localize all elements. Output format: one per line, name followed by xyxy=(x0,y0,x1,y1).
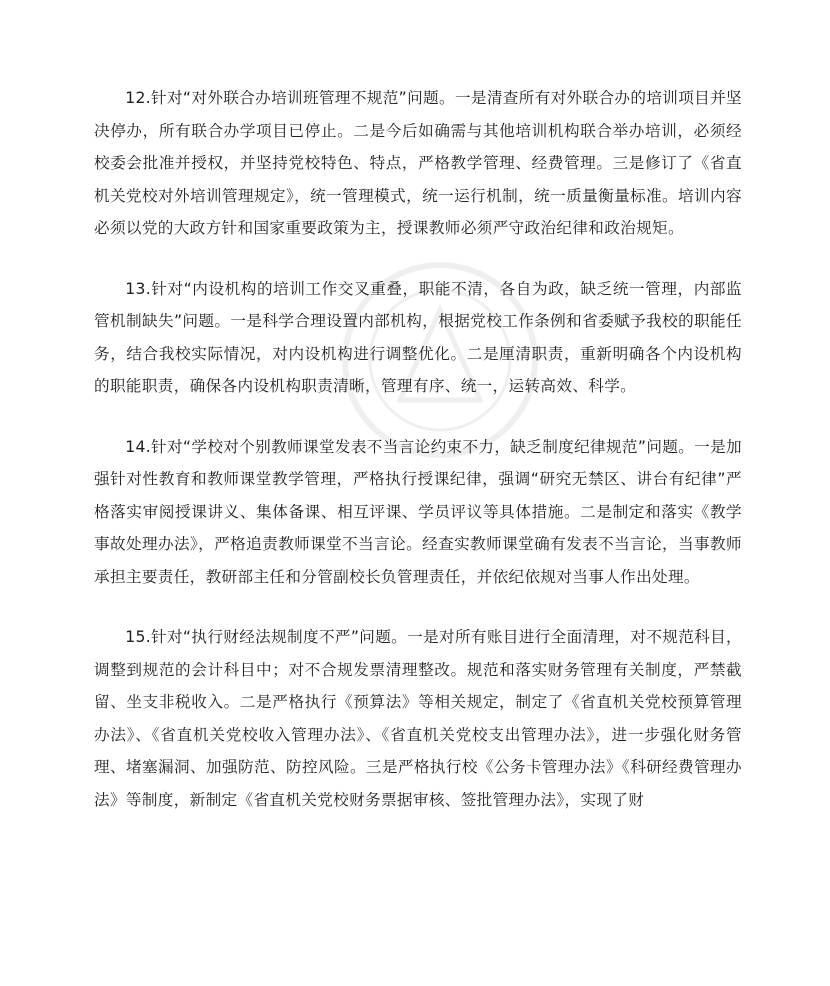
paragraph-14: 14.针对“学校对个别教师课堂发表不当言论约束不力，缺乏制度纪律规范”问题。一是加强针对性教育和教师课堂教学管理，严格执行授课纪律，强调“研究无禁区、讲台有纪律”严格落实审阅授课讲义、集体备课、相互评课、学员评议等具体措施。二是制定和落实《教学事故处理办法》，严格追责教师课堂不当言论。经查实教师课堂确有发表不当言论，当事教师承担主要责任，教研部主任和分管副校长负管理责任，并依纪依规对当事人作出处理。 xyxy=(94,437,742,586)
paragraph-12: 12.针对“对外联合办培训班管理不规范”问题。一是清查所有对外联合办的培训项目并坚决停办，所有联合办学项目已停止。二是今后如确需与其他培训机构联合举办培训，必须经校委会批准并授权，并坚持党校特色、特点，严格教学管理、经费管理。三是修订了《省直机关党校对外培训管理规定》，统一管理模式，统一运行机制，统一质量衡量标准。培训内容必须以党的大政方针和国家重要政策为主，授课教师必须严守政治纪律和政治规矩。 xyxy=(94,89,742,237)
document-body xyxy=(94,82,742,816)
paragraph-15: 15.针对“执行财经法规制度不严”问题。一是对所有账目进行全面清理，对不规范科目，调整到规范的会计科目中；对不合规发票清理整改。规范和落实财务管理有关制度，严禁截留、坐支非税收入。二是严格执行《预算法》等相关规定，制定了《省直机关党校预算管理办法》、《省直机关党校收入管理办法》、《省直机关党校支出管理办法》，进一步强化财务管理、堵塞漏洞、加强防范、防控风险。三是严格执行校《公务卡管理办法》《科研经费管理办法》等制度，新制定《省直机关党校财务票据审核、签批管理办法》，实现了财 xyxy=(94,628,742,809)
paragraph-13: 13.针对“内设机构的培训工作交叉重叠，职能不清，各自为政，缺乏统一管理，内部监管机制缺失”问题。一是科学合理设置内部机构，根据党校工作条例和省委赋予我校的职能任务，结合我校实际情况，对内设机构进行调整优化。二是厘清职责，重新明确各个内设机构的职能职责，确保各内设机构职责清晰，管理有序、统一，运转高效、科学。 xyxy=(94,279,742,395)
